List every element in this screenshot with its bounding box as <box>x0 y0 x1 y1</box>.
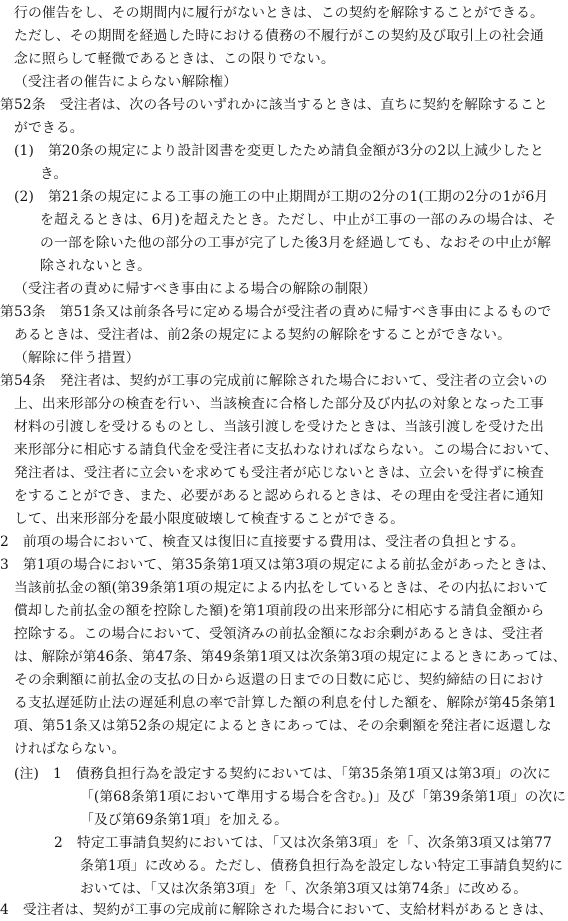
text-line: おいては、「又は次条第3項」を「、次条第3項又は第74条」に改める。 <box>80 881 528 897</box>
text-line: ければならない。 <box>14 741 126 757</box>
text-line: 発注者は、受注者に立会いを求めても受注者が応じないときは、立会いを得ずに検査 <box>14 465 544 481</box>
text-line: 項、第51条又は第52条の規定によるときにあっては、その余剰額を発注者に返還しな <box>14 718 552 734</box>
article-52: 第52条 受注者は、次の各号のいずれかに該当するときは、直ちに契約を解除すること <box>0 97 548 113</box>
text-line: 材料の引渡しを受けるものとし、当該引渡しを受けたときは、当該引渡しを受けた出 <box>14 419 544 435</box>
text-line: ただし、その期間を経過した時における債務の不履行がこの契約及び取引上の社会通 <box>14 28 544 44</box>
text-line: 上、出来形部分の検査を行い、当該検査に合格した部分及び内払の対象となった工事 <box>14 396 544 412</box>
text-line: して、出来形部分を最小限度破壊して検査することができる。 <box>14 511 405 527</box>
text-line: その余剰額に前払金の支払の日から返還の日までの日数に応じ、契約締結の日におけ <box>14 672 544 688</box>
text-line: 控除する。この場合において、受領済みの前払金額になお余剰があるときは、受注者 <box>14 626 544 642</box>
paragraph-4: 4 受注者は、契約が工事の完成前に解除された場合において、支給材料があるときは、 <box>0 902 553 918</box>
text-line: は、解除が第46条、第47条、第49条第1項又は次条第3項の規定によるときにあっては、 <box>14 649 567 665</box>
article-54: 第54条 発注者は、契約が工事の完成前に解除された場合において、受注者の立会いの <box>0 373 548 389</box>
section-heading: （解除に伴う措置） <box>14 350 140 366</box>
text-line: 除されないとき。 <box>40 258 152 274</box>
text-line: 「(第68条第1項において準用する場合を含む。)」及び「第39条第1項」の次に <box>80 789 567 805</box>
text-line: (2) 第21条の規定による工事の施工の中止期間が工期の2分の1(工期の2分の1が6月 <box>14 189 549 205</box>
text-line: をすることができ、また、必要があると認められるときは、その理由を受注者に通知 <box>14 488 544 504</box>
article-53: 第53条 第51条又は前条各号に定める場合が受注者の責めに帰すべき事由によるもので <box>0 304 552 320</box>
paragraph-2: 2 前項の場合において、検査又は復旧に直接要する費用は、受注者の負担とする。 <box>0 534 525 550</box>
text-line: き。 <box>40 166 68 182</box>
text-line: (1) 第20条の規定により設計図書を変更したため請負金額が3分の2以上減少したと <box>14 143 544 159</box>
text-line: 念に照らして軽微であるときは、この限りでない。 <box>14 51 335 67</box>
paragraph-3: 3 第1項の場合において、第35条第1項又は第3項の規定による前払金があったときは、 <box>0 557 556 573</box>
text-line: ができる。 <box>14 120 84 136</box>
text-line: あるときは、受注者は、前2条の規定による契約の解除をすることができない。 <box>14 327 512 343</box>
section-heading: （受注者の催告によらない解除権） <box>14 74 238 90</box>
text-line: を超えるときは、6月)を超えたとき。ただし、中止が工事の一部のみの場合は、そ <box>40 212 556 228</box>
section-heading: （受注者の責めに帰すべき事由による場合の解除の制限） <box>14 281 377 297</box>
note-2: 2 特定工事請負契約においては、「又は次条第3項」を「、次条第3項又は第77 <box>54 835 552 851</box>
text-line: 行の催告をし、その期間内に履行がないときは、この契約を解除することができる。 <box>14 5 544 21</box>
text-line: 来形部分に相応する請負代金を受注者に支払わなければならない。この場合において、 <box>14 442 558 458</box>
text-line: る支払遅延防止法の遅延利息の率で計算した額の利息を付した額を、解除が第45条第1 <box>14 695 557 711</box>
text-line: 当該前払金の額(第39条第1項の規定による内払をしているときは、その内払において <box>14 580 549 596</box>
text-line: 「及び第69条第1項」を加える。 <box>80 812 289 828</box>
note-1: (注) 1 債務負担行為を設定する契約においては、「第35条第1項又は第3項」の次に <box>14 766 551 782</box>
text-line: 条第1項」に改める。ただし、債務負担行為を設定しない特定工事請負契約に <box>80 858 564 874</box>
text-line: の一部を除いた他の部分の工事が完了した後3月を経過しても、なおその中止が解 <box>40 235 552 251</box>
text-line: 償却した前払金の額を控除した額)を第1項前段の出来形部分に相応する請負金額から <box>14 603 545 619</box>
